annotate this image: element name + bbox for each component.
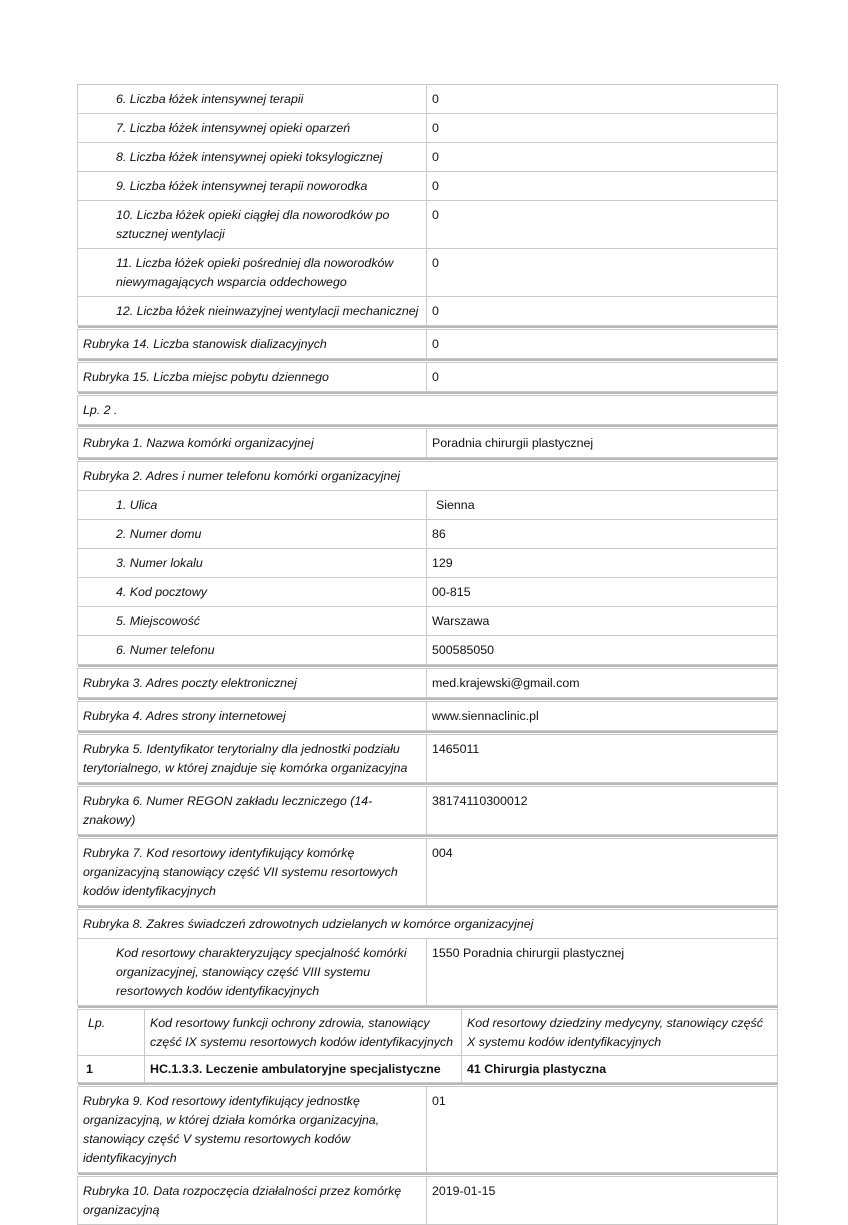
section-header: Rubryka 8. Zakres świadczeń zdrowotnych udzielanych w komórce organizacyjnej	[77, 909, 778, 939]
field-label: 1. Ulica	[77, 490, 427, 520]
field-label: 8. Liczba łóżek intensywnej opieki toksylogicznej	[77, 142, 427, 172]
field-label: Rubryka 3. Adres poczty elektronicznej	[77, 668, 427, 698]
field-value: 004	[426, 838, 778, 906]
table-row	[78, 84, 778, 113]
field-value: Warszawa	[426, 606, 778, 636]
field-label: Rubryka 5. Identyfikator terytorialny dla jednostki podziału terytorialnego, w której znajduje się komórka organizacyjna	[77, 734, 427, 783]
section-divider	[78, 698, 778, 700]
section-divider	[78, 906, 778, 908]
field-label: Kod resortowy charakteryzujący specjalność komórki organizacyjnej, stanowiący część VIII systemu resortowych kodów identyfikacyjnych	[77, 938, 427, 1006]
field-label: Rubryka 4. Adres strony internetowej	[77, 701, 427, 731]
field-value: 0	[426, 248, 778, 297]
field-value: 2019-01-15	[426, 1176, 778, 1225]
entry-number: Lp. 2 .	[77, 395, 778, 425]
field-value: 0	[426, 171, 778, 201]
table-row	[78, 362, 778, 391]
section-divider	[78, 665, 778, 667]
table-row	[78, 490, 778, 519]
field-label: 2. Numer domu	[77, 519, 427, 549]
column-header-lp: Lp.	[77, 1009, 145, 1056]
section-divider	[78, 731, 778, 733]
table-row	[78, 635, 778, 664]
field-value: 129	[426, 548, 778, 578]
column-header-function-code: Kod resortowy funkcji ochrony zdrowia, stanowiący część IX systemu resortowych kodów identyfikacyjnych	[144, 1009, 462, 1056]
field-label: 11. Liczba łóżek opieki pośredniej dla noworodków niewymagających wsparcia oddechowego	[77, 248, 427, 297]
section-divider	[78, 458, 778, 460]
table-row	[78, 296, 778, 325]
section-divider	[78, 359, 778, 361]
field-label: Rubryka 1. Nazwa komórki organizacyjnej	[77, 428, 427, 458]
field-value: 86	[426, 519, 778, 549]
field-value: 0	[426, 200, 778, 249]
table-row	[78, 838, 778, 905]
registry-document	[78, 84, 778, 1217]
section-divider	[78, 1006, 778, 1008]
table-row	[78, 606, 778, 635]
field-value: 0	[426, 362, 778, 392]
field-value: 0	[426, 113, 778, 143]
section-divider	[78, 326, 778, 328]
table-cell: HC.1.3.3. Leczenie ambulatoryjne specjalistyczne	[144, 1055, 462, 1083]
field-value: 0	[426, 84, 778, 114]
field-value: www.siennaclinic.pl	[426, 701, 778, 731]
field-value: 01	[426, 1086, 778, 1173]
field-label: 7. Liczba łóżek intensywnej opieki oparzeń	[77, 113, 427, 143]
field-value: med.krajewski@gmail.com	[426, 668, 778, 698]
field-value: 0	[426, 142, 778, 172]
field-label: Rubryka 7. Kod resortowy identyfikujący komórkę organizacyjną stanowiący część VII systemu resortowych kodów identyfikacyjnych	[77, 838, 427, 906]
table-header-row	[78, 1009, 778, 1055]
table-row	[78, 938, 778, 1005]
table-row	[78, 171, 778, 200]
table-row	[78, 142, 778, 171]
table-row	[78, 329, 778, 358]
section-divider	[78, 783, 778, 785]
table-row	[78, 909, 778, 938]
field-label: 6. Numer telefonu	[77, 635, 427, 665]
field-value: 0	[426, 329, 778, 359]
table-row	[78, 701, 778, 730]
table-row	[78, 200, 778, 248]
field-value: 500585050	[426, 635, 778, 665]
table-row	[78, 1055, 778, 1082]
field-value: 1550 Poradnia chirurgii plastycznej	[426, 938, 778, 1006]
table-row	[78, 548, 778, 577]
field-label: 10. Liczba łóżek opieki ciągłej dla noworodków po sztucznej wentylacji	[77, 200, 427, 249]
field-label: 4. Kod pocztowy	[77, 577, 427, 607]
field-label: 3. Numer lokalu	[77, 548, 427, 578]
section-header: Rubryka 2. Adres i numer telefonu komórki organizacyjnej	[77, 461, 778, 491]
table-row	[78, 1176, 778, 1224]
table-row	[78, 395, 778, 424]
field-label: Rubryka 10. Data rozpoczęcia działalności przez komórkę organizacyjną	[77, 1176, 427, 1225]
table-cell: 1	[77, 1055, 145, 1083]
section-divider	[78, 425, 778, 427]
table-row	[78, 668, 778, 697]
column-header-field-code: Kod resortowy dziedziny medycyny, stanowiący część X systemu kodów identyfikacyjnych	[461, 1009, 778, 1056]
field-value: 00-815	[426, 577, 778, 607]
table-row	[78, 461, 778, 490]
field-label: Rubryka 9. Kod resortowy identyfikujący jednostkę organizacyjną, w której działa komórka organizacyjna, stanowiący część V systemu resortowych kodów identyfikacyjnych	[77, 1086, 427, 1173]
table-row	[78, 734, 778, 782]
field-value: 0	[426, 296, 778, 326]
table-row	[78, 428, 778, 457]
table-row	[78, 519, 778, 548]
section-divider	[78, 1083, 778, 1085]
field-label: 5. Miejscowość	[77, 606, 427, 636]
section-divider	[78, 835, 778, 837]
field-label: 12. Liczba łóżek nieinwazyjnej wentylacji mechanicznej	[77, 296, 427, 326]
field-value: Poradnia chirurgii plastycznej	[426, 428, 778, 458]
field-label: Rubryka 6. Numer REGON zakładu leczniczego (14-znakowy)	[77, 786, 427, 835]
field-label: Rubryka 15. Liczba miejsc pobytu dziennego	[77, 362, 427, 392]
field-label: 6. Liczba łóżek intensywnej terapii	[77, 84, 427, 114]
section-divider	[78, 1173, 778, 1175]
field-value: 38174110300012	[426, 786, 778, 835]
table-cell: 41 Chirurgia plastyczna	[461, 1055, 778, 1083]
table-row	[78, 786, 778, 834]
table-row	[78, 248, 778, 296]
field-label: Rubryka 14. Liczba stanowisk dializacyjnych	[77, 329, 427, 359]
table-row	[78, 113, 778, 142]
field-label: 9. Liczba łóżek intensywnej terapii noworodka	[77, 171, 427, 201]
table-row	[78, 577, 778, 606]
section-divider	[78, 392, 778, 394]
field-value: Sienna	[426, 490, 778, 520]
table-row	[78, 1086, 778, 1172]
field-value: 1465011	[426, 734, 778, 783]
